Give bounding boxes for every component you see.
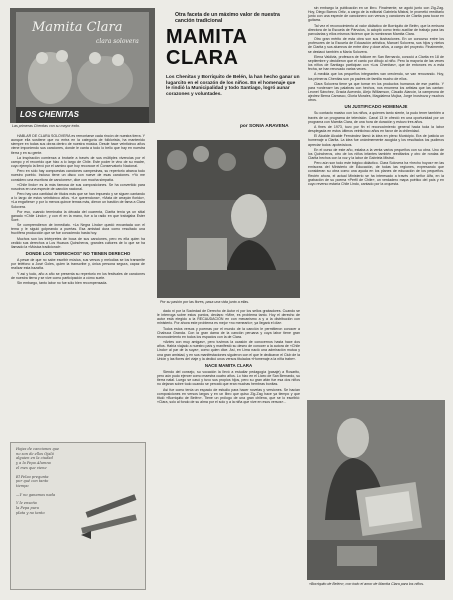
note-line: Y le enseña (16, 501, 37, 506)
brand-label: LOS CHENITAS (20, 110, 79, 119)
note-line: y a la Pepa Alumna (16, 461, 51, 466)
paragraph: Y así y todo, año a año se presenta su repertorio en los festivales de canciones de nuestra tierra y se vive como participación a cómo suele. (11, 271, 145, 280)
book-photo-illustration (307, 400, 445, 580)
paragraph: Sin embargo, tanto labor no fue sólo bien recompensada. (17, 280, 108, 285)
paragraph: Elena Valdivia, profesora de folklore en San Bernardo, conoció a Clarita en 18 de septiembre y decidieron que el canto por dibujo al niño. Pero la mayoría de las veces los niños de Santiago participan con «Los Chenitas», que de entonces es a esta fecha, se han renovado varias veces. (308, 54, 444, 72)
note-line: por qué con tanto (16, 479, 49, 484)
paragraph: Muchos son los intérpretes de boca de sus canciones, pero es ella quien ha cedido sus derechos a Los Huasos Quincheros, grandes cultores de lo que se ha llamado la «Música tradicional». (11, 236, 145, 249)
subhead-nace-mamita-clara: NACE MAMITA CLARA (204, 362, 253, 368)
subhead-justificado-homenaje: UN JUSTIFICADO HOMENAJE (344, 104, 408, 110)
article-byline: por SONIA ARAVENA (240, 124, 289, 129)
paragraph: Su contacto masivo con los niños, a quienes tanto siente, la pudo tener también a través de un programa de televisión. Canal 13 le ofreció en una oportunidad por un programa con Mamita Clara, de una hora de duración y estuvo tres años. (308, 111, 444, 124)
paragraph: A fines de 1973, tuvo por fin el reconocimiento general hacia toda la labor desplegada en estos últimos veinticinco años en favor de la chilenidad. (308, 124, 444, 134)
paragraph: Tal vez el reconocimiento al valor didáctico de Borriquito de Belén, que la emisora directora de la Escuela de Párvulos, lo adoptó como texto auxiliar de trabajo para las parvularias y ellos mismos hicieron que la nombraran Mamita Clara. (308, 23, 444, 36)
note-line: —Y no ganamos nada (16, 492, 56, 497)
paragraph: Pero aún son todo este trágico didáctico. Clara Solovera ha «hecho hoyos» en las emisoras del Ministerio de Educación, de todas las regiones, expresando que consideran su obra como una ayuda en los planes de educación de los pequeños. Recién ahora, el actual Ministerio se ha interesado a través del señor Alfa, en la grabación de su poema «Perfil de Chile», un verdadero mapa poético del país y en cuyo reverso estaría Chile Lindo, cantado por la orquesta. (308, 161, 444, 186)
paragraph: Pero hay una cantidad de títulos más que se han impuesto y se siguen cantando a lo largo de estos veinticinco años. «Le querendona», «Mata de arrayán florido», «La engañera» y por lo menos quince temas más, dieron un bastión de fama a Clara Solovera. (11, 192, 145, 209)
note-line: Hojas de canciones que (16, 447, 60, 451)
paragraph: «Antes con muy amigas», pero tuvimos la ocasión de conocernos hasta hace dos años. Había viajado a nuestro país y manifestó su deseo de conocer a la autora de «Chile Lindo» al par de la suya», como quien dice. Así, en Lima nació una admiración mutua y una gran amistad, y en sus manifestaciones siguieron con el que le dedicaron el Club de la Unión y las flores del viaje y la dedicó unos versos titulados «Homenaje a la niña trabe». (157, 340, 300, 361)
photo-top-caption: Las primeras Chenitas con su mayor éxito. (12, 124, 81, 128)
note-line: alguien en la ciudad (16, 456, 53, 461)
column-2 (157, 309, 300, 405)
paragraph: HABLAR DE CLARA SOLOVERA es remontarse cada rincón de nuestra tierra. Y aunque ella sostiene que no entra en la categoría de folklorista, ha mantenido siempre en todas sus obras dentro de nuestra música. Desde hace veinticinco años viene imponiendo sus canciones, donde le canta a todo lo bello que hay en nuestra tierra y en su gente. (11, 134, 145, 155)
note-line: la Pepa pura (16, 506, 39, 511)
photo-right-caption: «Borriquito de Belén», con todo el amor de Mamita Clara para los niños. (309, 582, 425, 586)
note-line: no son de ellos Ojalá (16, 451, 54, 456)
photo-borriquito-book (307, 400, 445, 580)
paragraph: Todos estos versos y poemas por el mundo de la canción le permitieron conocer a Chabuca Granda. Con la gran dama de la canción peruana y cuya labor tiene gran reconocimiento en todos los espacios con la de Clara. (157, 326, 300, 339)
note-line: el mes que viene (16, 465, 47, 470)
subhead-derechos: DONDE LOS "DERECHOS" NO TIENEN DERECHO (25, 251, 131, 257)
photo-los-chenitas (10, 8, 155, 123)
column-3 (308, 6, 444, 187)
logo-handwritten: Mamita Clara (32, 20, 123, 35)
article-title: MAMITA CLARA (166, 26, 247, 69)
paragraph: «Chile lindo» es la más famosa de sus composiciones. Se ha convertido para nosotros en una especie de canción nacional. (11, 182, 145, 191)
paragraph: Por eso, cuando terminaba la década del cuarenta, Clarita tenía ya un sitial ganado «Chile Lindo», y con él en la mano, fue a la radio en que trabajaba Ester Soré. (11, 209, 145, 222)
paragraph: Otro gran mérito de esta obra son sus ilustraciones. En un concurso entre los profesores de la Escuela de Educación artística, Manuel Solovera, sus hijos y nietos de Clarita y sus alumnos de entre diez y doce años, a cargo del proyecto. Finalmente, se destacó también a María Solovera. (308, 37, 444, 54)
photo-mid-caption: Por su pasión por las flores, pasa una vida junto a ellas. (160, 300, 250, 304)
paragraph: En el curso de este año, estaba a la venta varios pequeños con su obra. Uno de los Quincheros, otro de los niños infantes también reeditarlos y otro de rondas de Clarita hechos con la voz y la labor de Gabriela Mistral. (308, 147, 444, 160)
paragraph: Clara Solovera tiene ya que tomar en los productos humanos de ese pueblo. Y para «ordenar» las palabras con hechos, nos enumera los artistas que las cantan: Leonel Sánchez, Gracia Acevedo, Alejo Williamson, Claudio Alarcón, la campeona de ajedrez Berna Carrasco, Gloria Morales, Magdalena Mujica, Jorge Inostroza y muchos otros. (308, 81, 444, 103)
note-line: El Pelao pregunta (16, 474, 49, 479)
photo-handwritten-notes (10, 442, 146, 590)
note-line: plata y no tanto (16, 510, 45, 515)
paragraph: Pero en sólo hay compuestas canciones campesinas, su repertorio abarca todo nuestro pueblo. Incluso tiene un disco con nueve de esas canciones. «Yo me considero una escritora de canciones», dice con mucha simpatía. (11, 169, 145, 182)
paragraph: A medida que los pequeños integrantes van creciendo, se van renovando. Hoy, los primeros Chenitas son ya padres de familia mucho de ellos. (308, 72, 444, 81)
paragraph: Así fue como tenía un espacio de estudio para hacer novelas y versiones. Se hacían composiciones en versos largos y en un libro que quiso Zig-Zag hace ya tiempo y que tituló «Borriquito de Belén». Tiene un prólogo de una gran chilena, que se lo escribió: «Clara, solo al fondo de su alma por el solo y a la niña que vive en esos versos»... (157, 387, 300, 404)
paragraph: El Alcalde Alcalde Fernández llamó la idea en pleno Municipio. Era de justicia un homenaje a Clarita. La idea fue unánimemente acogida y los resultados los pudimos apreciar todos: apoteósicos. (308, 134, 444, 147)
paragraph: La inspiración comienza a brotarle a través de sus múltiples vivencias por el campo y el recorrido que hizo a lo largo de Chile. Este poder le vino de su madre, cuyo ejemplo la llevó por el camino que hoy reconoce el Conservatorio Nacional. (11, 155, 145, 169)
paragraph: Se comprendieron de inmediato. «La Negra Linda» quedó encantada con el tema y le siguió golpeando a puertas. Esa amistad dura como resultado una fructífera producción que se fue conociendo hasta hoy. (11, 223, 145, 236)
column-1 (11, 134, 145, 286)
paragraph: sin embargo la publicación en un libro. Finalmente, se agotó junto con Zig-Zag. Hoy, Diego Barros Ortiz, a cargo de la editorial Gabriela Mistral, le prometió reeditarlo junto con una especie de cancionero con versos y canciones de Clarita para tocar en guitarra. (308, 6, 444, 23)
logo-subtitle: clara solovera (96, 38, 139, 45)
paragraph: dado ni por la Sociedad de Derecho de Autor ni por los sellos grabadores. Cuando se le interroga sobre estos puntos, declara: «Mire, es problema tanto. Hoy el derecho de autor está elegido a la RECAUDACIÓN en con mecanismo a y a la distribución con ministerio. Por ahora este problema es mejor «no menearlo», ya llegará el día». (157, 309, 300, 326)
portrait-illustration (157, 140, 300, 298)
note-line: tiempo (16, 483, 29, 488)
article-lead: Los Chenitas y Borriquito de Belén, la han hecho ganar un lugarcito en el corazón de los niños. En el homenaje que le rindió la Municipalidad y todo Santiago, logró aunar corazones y voluntades. (166, 75, 300, 97)
paragraph: A pesar de que no sabe escribir música, sus versos y melodías se los transmite por teléfono a José Goles, quien la transcribe y, única persona segura, capaz de realizar esta hazaña. (11, 258, 145, 271)
article-kicker: Otra faceta de un máximo valor de nuestra canción tradicional (175, 12, 280, 24)
paragraph: Siendo del consejo, su vocación la llevó a estudiar pedagogía (pasaje) a Rosarito, pero aún pudo ejercer como maestra cuatro años. Lo hizo en el Liceo de San Bernardo, su tierra natal. Luego se casó y tuvo sus propios hijos, pero su gran afán fue esa dos niños no dejaran sobre todo cuando se percató que eran muchas hembras bonitas. (157, 369, 300, 387)
photo-clara-flowers (157, 140, 300, 298)
